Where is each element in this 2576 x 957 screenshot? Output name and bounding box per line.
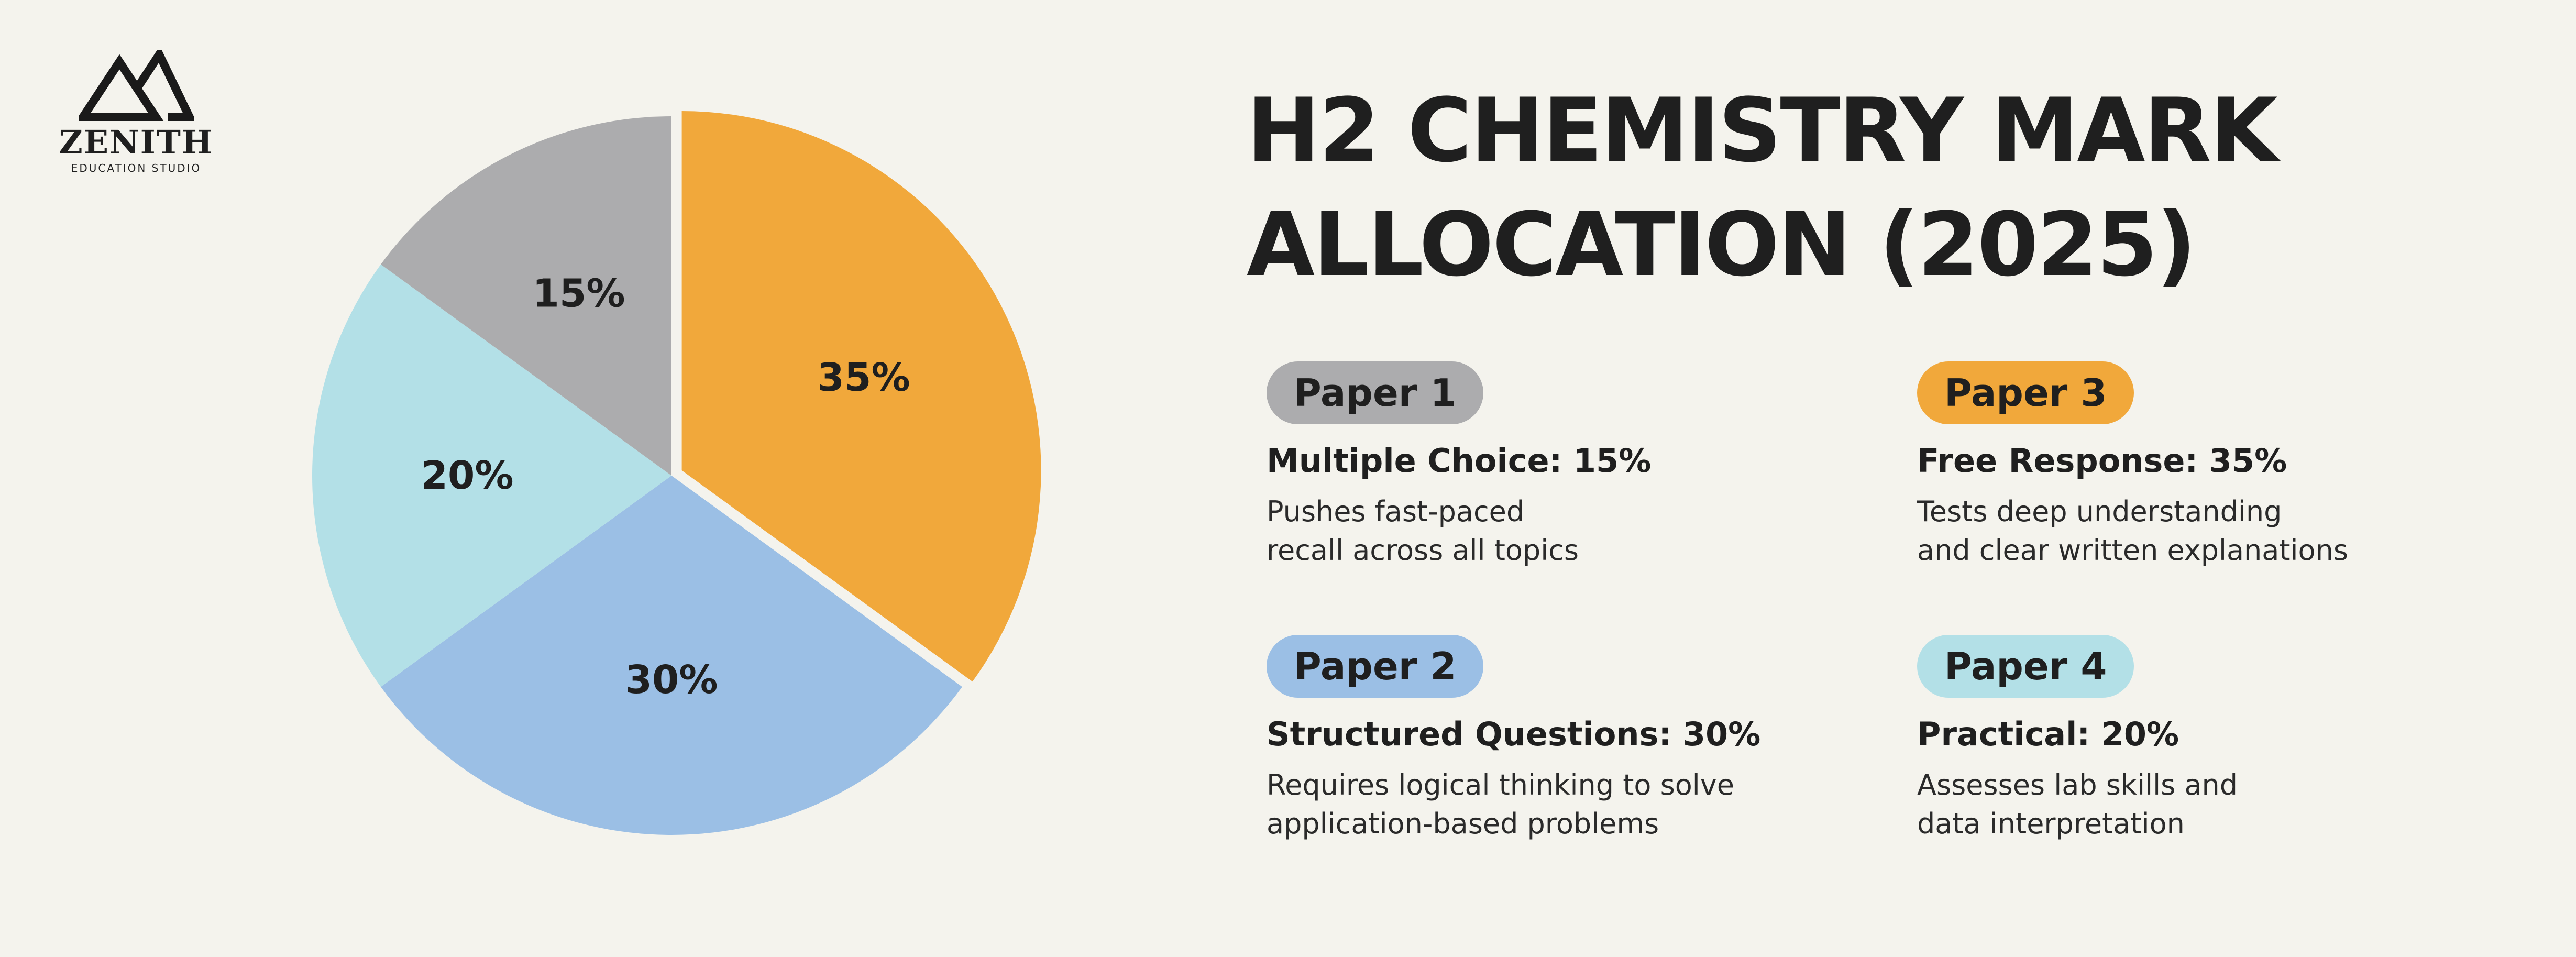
- paper-4-desc-line-2: data interpretation: [1917, 807, 2185, 840]
- pie-chart: [0, 0, 1152, 957]
- paper-1-desc-line-1: Pushes fast-paced: [1267, 495, 1525, 528]
- paper-1-desc-line-2: recall across all topics: [1267, 534, 1579, 567]
- paper-2-card: [1267, 635, 1947, 843]
- title-line-1: H2 CHEMISTRY MARK: [1247, 79, 2276, 182]
- paper-3-badge: Paper 3: [1917, 361, 2134, 424]
- brand-subtitle: EDUCATION STUDIO: [71, 162, 202, 174]
- brand-name: ZENITH: [59, 123, 214, 161]
- pie-label-20: 20%: [421, 453, 514, 498]
- paper-3-desc-line-2: and clear written explanations: [1917, 534, 2348, 567]
- paper-2-description: [1267, 766, 1947, 843]
- pie-label-35: 35%: [817, 355, 910, 400]
- paper-1-description: [1267, 492, 1947, 570]
- paper-3-card: [1917, 361, 2576, 570]
- page-title: [1247, 73, 2504, 302]
- paper-4-heading: Practical: 20%: [1917, 715, 2179, 753]
- title-line-2: ALLOCATION (2025): [1247, 193, 2195, 296]
- paper-1-badge: Paper 1: [1267, 361, 1483, 424]
- paper-2-desc-line-1: Requires logical thinking to solve: [1267, 768, 1734, 801]
- pie-label-30: 30%: [625, 657, 718, 702]
- paper-3-description: [1917, 492, 2576, 570]
- paper-3-heading: Free Response: 35%: [1917, 442, 2287, 480]
- paper-4-description: [1917, 766, 2576, 843]
- paper-2-badge: Paper 2: [1267, 635, 1483, 698]
- paper-1-card: [1267, 361, 1947, 570]
- paper-2-desc-line-2: application-based problems: [1267, 807, 1659, 840]
- paper-4-desc-line-1: Assesses lab skills and: [1917, 768, 2238, 801]
- paper-4-card: [1917, 635, 2576, 843]
- paper-2-heading: Structured Questions: 30%: [1267, 715, 1761, 753]
- paper-1-heading: Multiple Choice: 15%: [1267, 442, 1652, 480]
- paper-3-desc-line-1: Tests deep understanding: [1917, 495, 2282, 528]
- paper-4-badge: Paper 4: [1917, 635, 2134, 698]
- pie-label-15: 15%: [532, 271, 625, 316]
